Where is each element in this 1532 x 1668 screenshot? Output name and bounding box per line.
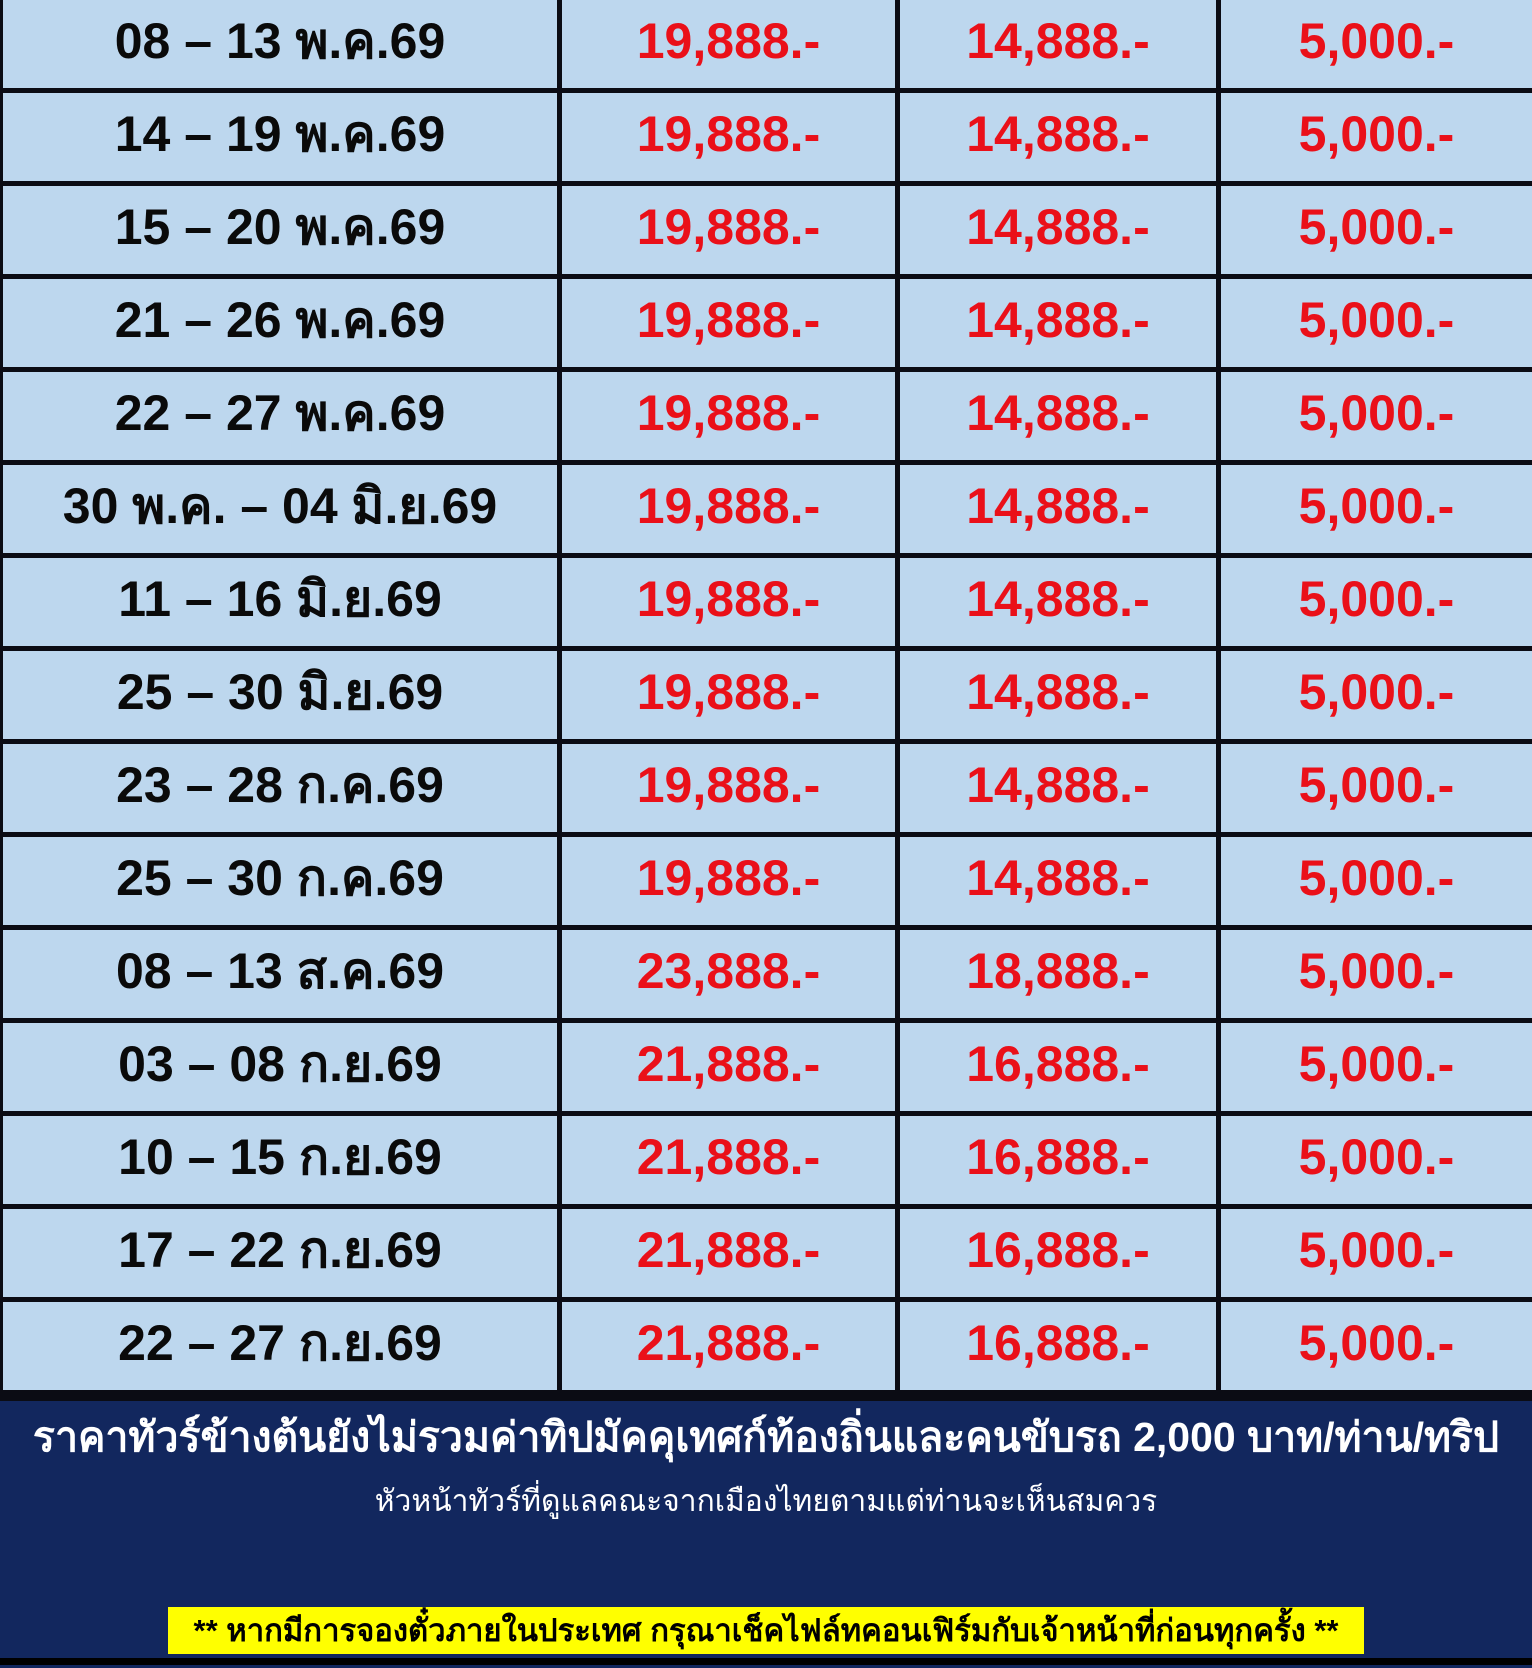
price-secondary-cell: 14,888.-: [900, 186, 1221, 274]
price-single-supplement-cell: 5,000.-: [1221, 186, 1532, 274]
price-secondary-cell: 18,888.-: [900, 930, 1221, 1018]
table-row: [3, 0, 1532, 93]
departure-date-cell: 08 – 13 ส.ค.69: [3, 930, 562, 1018]
price-single-supplement-cell: 5,000.-: [1221, 372, 1532, 460]
table-row: [3, 1116, 1532, 1209]
price-secondary-cell: 14,888.-: [900, 837, 1221, 925]
domestic-flight-warning-text: ** หากมีการจองตั๋วภายในประเทศ กรุณาเช็คไฟล์ทคอนเฟิร์มกับเจ้าหน้าที่ก่อนทุกครั้ง **: [168, 1607, 1365, 1654]
price-main-cell: 21,888.-: [562, 1023, 900, 1111]
price-secondary-cell: 14,888.-: [900, 93, 1221, 181]
price-secondary-cell: 14,888.-: [900, 0, 1221, 88]
table-row: [3, 186, 1532, 279]
tour-leader-note-text: หัวหน้าทัวร์ที่ดูแลคณะจากเมืองไทยตามแต่ท่านจะเห็นสมควร: [374, 1485, 1158, 1518]
table-row: [3, 279, 1532, 372]
departure-date-cell: 23 – 28 ก.ค.69: [3, 744, 562, 832]
table-row: [3, 465, 1532, 558]
price-single-supplement-cell: 5,000.-: [1221, 0, 1532, 88]
departure-date-cell: 03 – 08 ก.ย.69: [3, 1023, 562, 1111]
price-single-supplement-cell: 5,000.-: [1221, 837, 1532, 925]
price-main-cell: 21,888.-: [562, 1302, 900, 1390]
price-main-cell: 21,888.-: [562, 1209, 900, 1297]
price-secondary-cell: 14,888.-: [900, 465, 1221, 553]
price-single-supplement-cell: 5,000.-: [1221, 1116, 1532, 1204]
price-single-supplement-cell: 5,000.-: [1221, 1302, 1532, 1390]
price-main-cell: 19,888.-: [562, 558, 900, 646]
table-row: [3, 744, 1532, 837]
price-single-supplement-cell: 5,000.-: [1221, 465, 1532, 553]
price-main-cell: 19,888.-: [562, 372, 900, 460]
price-secondary-cell: 14,888.-: [900, 558, 1221, 646]
departure-date-cell: 21 – 26 พ.ค.69: [3, 279, 562, 367]
tip-note-text: ราคาทัวร์ข้างต้นยังไม่รวมค่าทิปมัคคุเทศก์ท้องถิ่นและคนขับรถ 2,000 บาท/ท่าน/ทริป: [32, 1414, 1500, 1460]
table-row: [3, 1209, 1532, 1302]
departure-date-cell: 11 – 16 มิ.ย.69: [3, 558, 562, 646]
table-row: [3, 93, 1532, 186]
price-main-cell: 19,888.-: [562, 279, 900, 367]
price-secondary-cell: 14,888.-: [900, 651, 1221, 739]
departure-date-cell: 30 พ.ค. – 04 มิ.ย.69: [3, 465, 562, 553]
price-secondary-cell: 16,888.-: [900, 1116, 1221, 1204]
price-main-cell: 19,888.-: [562, 744, 900, 832]
price-main-cell: 19,888.-: [562, 93, 900, 181]
departure-date-cell: 15 – 20 พ.ค.69: [3, 186, 562, 274]
table-row: [3, 930, 1532, 1023]
price-main-cell: 23,888.-: [562, 930, 900, 1018]
price-main-cell: 19,888.-: [562, 837, 900, 925]
table-row: [3, 372, 1532, 465]
price-single-supplement-cell: 5,000.-: [1221, 744, 1532, 832]
departure-date-cell: 17 – 22 ก.ย.69: [3, 1209, 562, 1297]
price-single-supplement-cell: 5,000.-: [1221, 93, 1532, 181]
price-secondary-cell: 16,888.-: [900, 1209, 1221, 1297]
price-single-supplement-cell: 5,000.-: [1221, 558, 1532, 646]
price-single-supplement-cell: 5,000.-: [1221, 1209, 1532, 1297]
price-main-cell: 19,888.-: [562, 186, 900, 274]
departure-date-cell: 25 – 30 ก.ค.69: [3, 837, 562, 925]
departure-date-cell: 22 – 27 ก.ย.69: [3, 1302, 562, 1390]
highlight-note-row: [0, 1607, 1532, 1654]
table-row: [3, 837, 1532, 930]
price-main-cell: 21,888.-: [562, 1116, 900, 1204]
price-secondary-cell: 14,888.-: [900, 744, 1221, 832]
table-row: [3, 1302, 1532, 1395]
footer-divider-line: [0, 1658, 1532, 1665]
table-row: [3, 651, 1532, 744]
departure-date-cell: 10 – 15 ก.ย.69: [3, 1116, 562, 1204]
price-main-cell: 19,888.-: [562, 465, 900, 553]
price-single-supplement-cell: 5,000.-: [1221, 651, 1532, 739]
table-row: [3, 1023, 1532, 1116]
price-single-supplement-cell: 5,000.-: [1221, 930, 1532, 1018]
departure-date-cell: 22 – 27 พ.ค.69: [3, 372, 562, 460]
price-main-cell: 19,888.-: [562, 651, 900, 739]
departure-date-cell: 08 – 13 พ.ค.69: [3, 0, 562, 88]
price-secondary-cell: 16,888.-: [900, 1302, 1221, 1390]
departure-date-cell: 14 – 19 พ.ค.69: [3, 93, 562, 181]
footer-note-panel: [0, 1395, 1532, 1668]
price-secondary-cell: 16,888.-: [900, 1023, 1221, 1111]
departure-date-cell: 25 – 30 มิ.ย.69: [3, 651, 562, 739]
price-single-supplement-cell: 5,000.-: [1221, 1023, 1532, 1111]
price-secondary-cell: 14,888.-: [900, 279, 1221, 367]
price-single-supplement-cell: 5,000.-: [1221, 279, 1532, 367]
price-secondary-cell: 14,888.-: [900, 372, 1221, 460]
price-main-cell: 19,888.-: [562, 0, 900, 88]
table-row: [3, 558, 1532, 651]
